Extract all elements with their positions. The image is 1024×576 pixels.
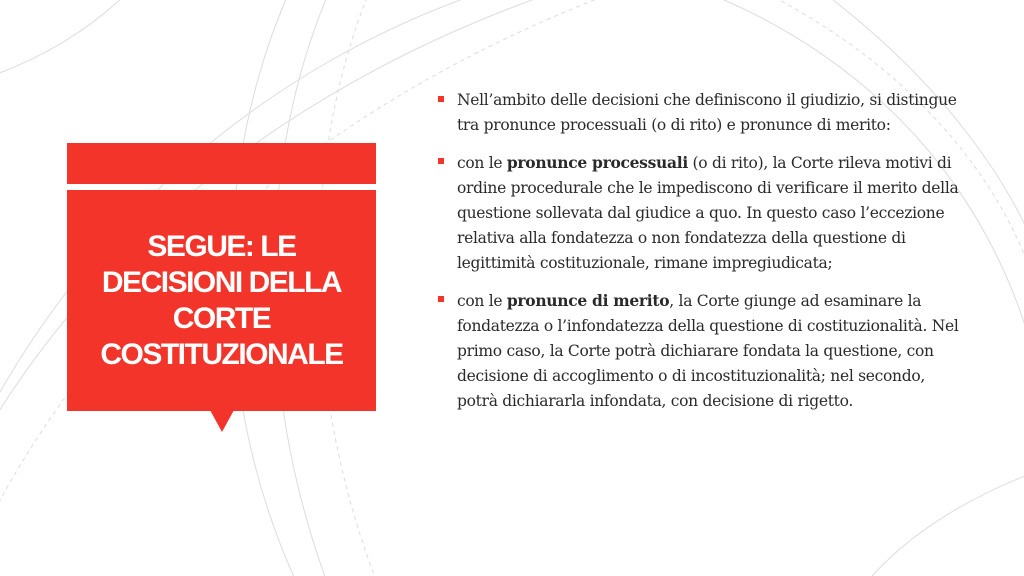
square-bullet-icon <box>438 158 444 164</box>
square-bullet-icon <box>438 296 444 302</box>
bullet-bold-term: pronunce di merito <box>506 291 670 310</box>
bullet-text: Nell’ambito delle decisioni che definiscono il giudizio, si distingue tra pronunce processuali (o di rito) e pronunce di merito: <box>457 91 957 134</box>
bullet-text-before: con le <box>457 154 507 172</box>
square-bullet-icon <box>438 96 444 102</box>
bullet-text-after: , la Corte giunge ad esaminare la fondatezza o l’infondatezza della questione di costituzionalità. Nel primo caso, la Corte potrà dichiarare fondata la questione, con decisione di accoglimento o di incostituzionalità; nel secondo, potrà dichiararla infondata, con decisione di rigetto. <box>457 292 959 410</box>
title-pointer <box>210 410 234 432</box>
bullet-item <box>436 150 966 276</box>
bullet-item <box>436 88 966 138</box>
bullet-list <box>436 88 966 426</box>
title-box <box>67 190 376 411</box>
bullet-item <box>436 288 966 414</box>
bullet-text-after: (o di rito), la Corte rileva motivi di ordine procedurale che le impediscono di verificare il merito della questione sollevata dal giudice a quo. In questo caso l’eccezione relativa alla fondatezza o non fondatezza della questione di legittimità costituzionale, rimane impregiudicata; <box>457 154 959 272</box>
bullet-text-before: con le <box>457 292 507 310</box>
bullet-bold-term: pronunce processuali <box>506 153 688 172</box>
slide-title: SEGUE: LE DECISIONI DELLA CORTE COSTITUZIONALE <box>100 229 343 371</box>
accent-bar <box>67 143 376 184</box>
